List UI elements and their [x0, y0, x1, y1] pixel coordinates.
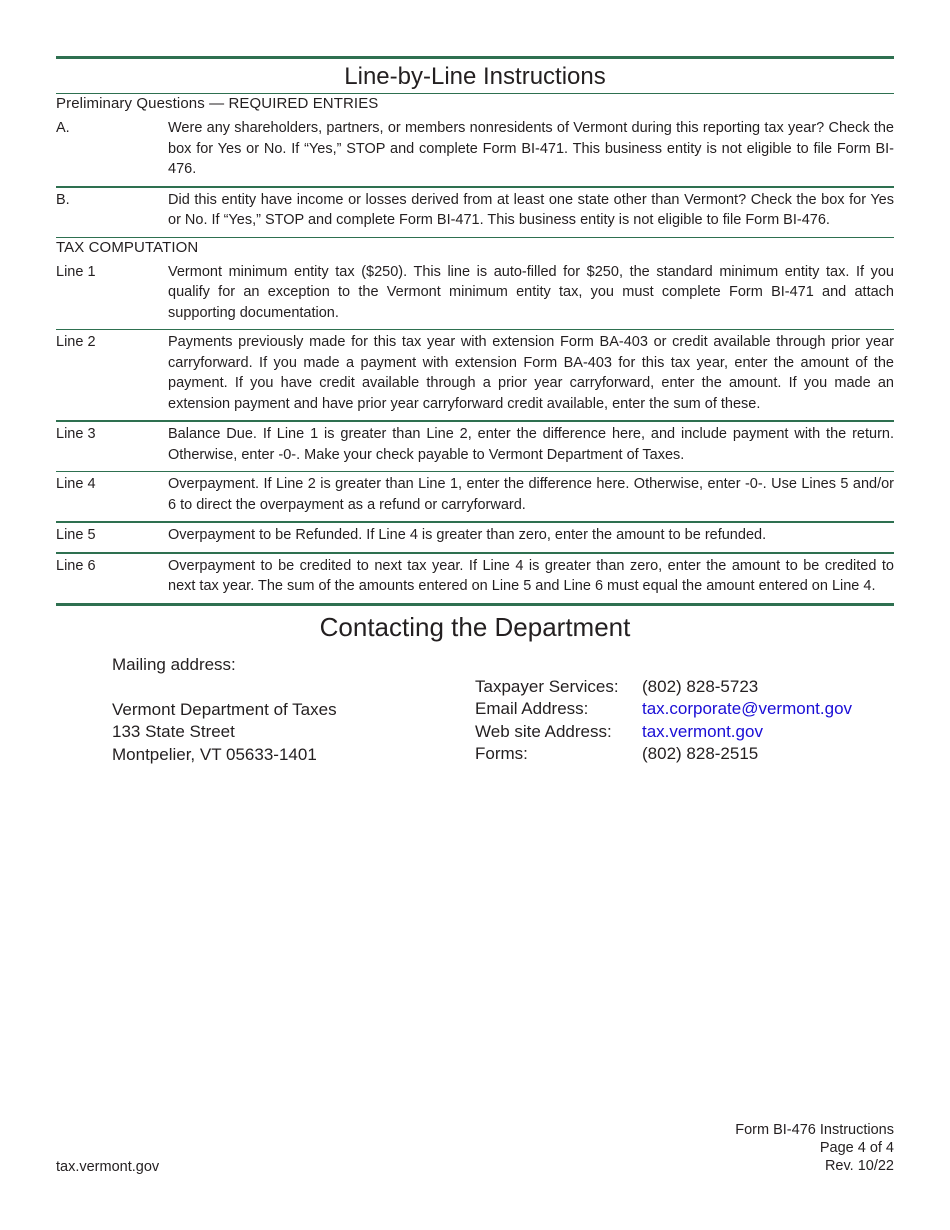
contact-info [475, 676, 852, 766]
address-line: Montpelier, VT 05633-1401 [112, 744, 317, 764]
footer-info [735, 1121, 894, 1175]
line-6-instruction [56, 554, 894, 603]
info-label: Web site Address: [475, 721, 612, 741]
line-text: Overpayment to be credited to next tax year. If Line 4 is greater than zero, enter the amount to be credited to next tax year. The sum of the amounts entered on Line 5 and Line 6 must equal the amount entered on Line 4. [168, 557, 894, 594]
footer-revision: Rev. 10/22 [824, 1158, 894, 1174]
info-label: Email Address: [475, 699, 589, 718]
line-text: Overpayment. If Line 2 is greater than Line 1, enter the difference here. Otherwise, enter -0-. Use Lines 5 and/or 6 to direct the overpayment as a refund or carryforward. [168, 476, 894, 513]
address-line: Vermont Department of Taxes [112, 699, 337, 719]
line-label: Line 1 [56, 263, 96, 280]
question-text: Were any shareholders, partners, or members nonresidents of Vermont during this reporting tax year? Check the box for Yes or No. If “Yes,” STOP and complete Form BI-471. This business entity is not eligible to file Form BI-476. [168, 120, 894, 177]
contact-heading: Contacting the Department [319, 611, 631, 642]
preliminary-heading: Preliminary Questions — REQUIRED ENTRIES [56, 95, 379, 112]
line-text: Payments previously made for this tax year with extension Form BA-403 or credit available through prior year carryforward. If you made a payment with extension Form BA-403 for this tax year, enter the amount of the payment. If you have credit available through a prior year carryforward, enter the amount. If you made an extension payment and have prior year carryforward credit available, enter the sum of these. [168, 334, 894, 412]
line-3-instruction [56, 422, 894, 471]
website-row [475, 721, 852, 744]
line-label: Line 2 [56, 334, 96, 350]
line-label: Line 3 [56, 426, 96, 442]
line-5-instruction [56, 523, 894, 552]
line-label: Line 4 [56, 476, 96, 492]
forms-row [475, 743, 852, 766]
line-2-instruction [56, 330, 894, 420]
forms-phone-value: (802) 828-2515 [642, 744, 759, 763]
footer-form-name: Form BI-476 Instructions [735, 1122, 894, 1138]
instructions-page [56, 56, 894, 774]
email-row [475, 698, 852, 721]
footer-website: tax.vermont.gov [56, 1159, 160, 1175]
line-label: Line 6 [56, 557, 96, 574]
question-text: Did this entity have income or losses derived from at least one state other than Vermont? Check the box for Yes or No. If “Yes,” STOP and complete Form BI-471. This business entity is not eligible to file Form BI-476. [168, 191, 894, 228]
email-link[interactable]: tax.corporate@vermont.gov [642, 699, 853, 718]
address-line: 133 State Street [112, 722, 235, 741]
question-a [56, 116, 894, 186]
page-title: Line-by-Line Instructions [344, 63, 606, 90]
line-1-instruction [56, 260, 894, 330]
tax-computation-heading: TAX COMPUTATION [56, 238, 199, 256]
footer-page-number: Page 4 of 4 [819, 1140, 894, 1156]
info-label: Forms: [475, 744, 528, 763]
website-link[interactable]: tax.vermont.gov [642, 721, 763, 741]
line-text: Balance Due. If Line 1 is greater than Line 2, enter the difference here, and include payment with the return. Otherwise, enter -0-. Make your check payable to Vermont Department of Taxes. [168, 426, 894, 463]
phone-value: (802) 828-5723 [642, 676, 759, 696]
question-b [56, 188, 894, 237]
line-text: Vermont minimum entity tax ($250). This line is auto-filled for $250, the standard minimum entity tax. If you qualify for an exception to the Vermont minimum entity tax, you must complete Form BI-471 and attach supporting documentation. [168, 263, 894, 321]
taxpayer-services-row [475, 676, 852, 699]
mailing-label: Mailing address: [112, 654, 236, 674]
contact-section [56, 644, 894, 774]
question-label: A. [56, 120, 70, 136]
mailing-address [112, 654, 337, 767]
line-text: Overpayment to be Refunded. If Line 4 is greater than zero, enter the amount to be refunded. [168, 527, 767, 543]
question-label: B. [56, 191, 70, 208]
info-label: Taxpayer Services: [475, 676, 619, 696]
line-4-instruction [56, 472, 894, 521]
line-label: Line 5 [56, 527, 96, 543]
